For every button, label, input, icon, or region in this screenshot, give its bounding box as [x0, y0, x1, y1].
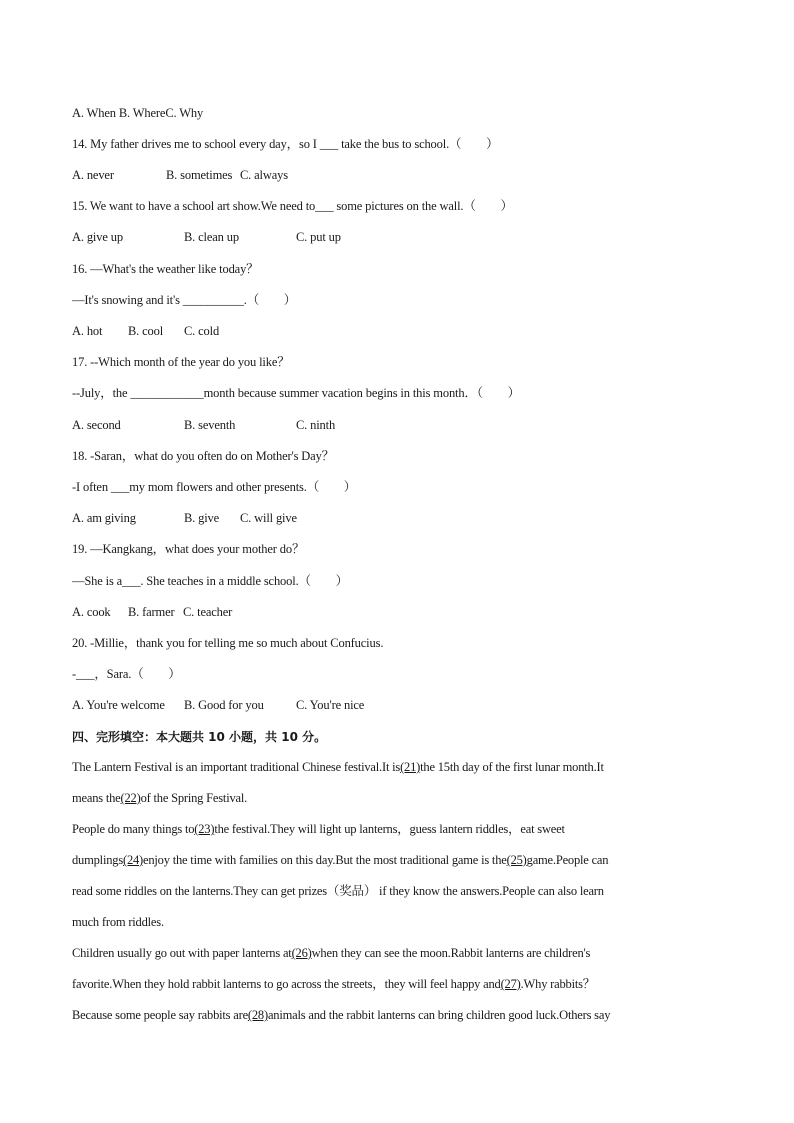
blank-26[interactable]: (26)	[291, 946, 312, 960]
q15-option-c[interactable]: C. put up	[296, 230, 341, 244]
q20-option-a[interactable]: A. You're welcome	[72, 698, 165, 712]
passage-line: read some riddles on the lanterns.They can get prizes（奖品） if they know the answers.People can also learn	[72, 884, 604, 898]
passage-line: The Lantern Festival is an important traditional Chinese festival.It is(21)the 15th day of the first lunar month.It	[72, 760, 604, 774]
q18-option-a[interactable]: A. am giving	[72, 511, 136, 525]
q19-option-c[interactable]: C. teacher	[183, 605, 233, 619]
blank-25[interactable]: (25)	[506, 853, 527, 867]
q19-option-a[interactable]: A. cook	[72, 605, 111, 619]
q15-option-b[interactable]: B. clean up	[184, 230, 239, 244]
passage-line: much from riddles.	[72, 915, 164, 929]
q13-option-c[interactable]: C. Why	[165, 106, 204, 120]
q17-option-b[interactable]: B. seventh	[184, 418, 236, 432]
q14-option-a[interactable]: A. never	[72, 168, 114, 182]
q20-options	[72, 697, 364, 713]
cloze-passage	[72, 752, 712, 1031]
q14-option-b[interactable]: B. sometimes	[166, 168, 233, 182]
q17-option-c[interactable]: C. ninth	[296, 418, 336, 432]
q20-stem: 20. -Millie，thank you for telling me so much about Confucius.	[72, 636, 384, 650]
q17-stem: 17. --Which month of the year do you like？	[72, 355, 290, 369]
passage-line: People do many things to(23)the festival.They will light up lanterns，guess lantern riddles，eat sweet	[72, 822, 565, 836]
blank-27[interactable]: (27)	[500, 977, 521, 991]
blank-24[interactable]: (24)	[122, 853, 144, 867]
q14-option-c[interactable]: C. always	[240, 168, 288, 182]
passage-line: Because some people say rabbits are(28)animals and the rabbit lanterns can bring children good luck.Others say	[72, 1008, 611, 1022]
q19-options	[72, 604, 232, 620]
q18-option-b[interactable]: B. give	[184, 511, 220, 525]
q19-option-b[interactable]: B. farmer	[128, 605, 175, 619]
q18-option-c[interactable]: C. will give	[240, 511, 297, 525]
q19-answer-line: —She is a___. She teaches in a middle school.（ ）	[72, 574, 348, 588]
q15-option-a[interactable]: A. give up	[72, 230, 123, 244]
blank-22[interactable]: (22)	[120, 791, 141, 805]
q20-option-b[interactable]: B. Good for you	[184, 698, 264, 712]
passage-line: favorite.When they hold rabbit lanterns to go across the streets，they will feel happy and(27).Why rabbits？	[72, 977, 596, 991]
q18-options	[72, 510, 297, 526]
q15-options	[72, 229, 341, 245]
q14-stem: 14. My father drives me to school every day，so I ___ take the bus to school.（ ）	[72, 137, 499, 151]
q17-answer-line: --July，the ____________month because summer vacation begins in this month．（ ）	[72, 386, 520, 400]
blank-23[interactable]: (23)	[194, 822, 215, 836]
q16-option-c[interactable]: C. cold	[184, 324, 220, 338]
q15-stem: 15. We want to have a school art show.We need to___ some pictures on the wall.（ ）	[72, 199, 513, 213]
q20-answer-line: -___，Sara.（ ）	[72, 667, 181, 681]
passage-line: dumplings(24)enjoy the time with families on this day.But the most traditional game is the(25)game.People can	[72, 853, 609, 867]
q17-options	[72, 417, 335, 433]
q13-option-a[interactable]: A. When	[72, 106, 116, 120]
q16-option-b[interactable]: B. cool	[128, 324, 164, 338]
q16-stem: 16. —What's the weather like today？	[72, 262, 259, 276]
q17-option-a[interactable]: A. second	[72, 418, 121, 432]
q18-stem: 18. -Saran，what do you often do on Mother's Day？	[72, 449, 335, 463]
section-heading-cloze: 四、完形填空：本大题共 10 小题，共 10 分。	[72, 730, 327, 744]
blank-28[interactable]: (28)	[247, 1008, 268, 1022]
q16-option-a[interactable]: A. hot	[72, 324, 103, 338]
q13-options	[72, 105, 203, 121]
q16-answer-line: —It's snowing and it's __________.（ ）	[72, 293, 297, 307]
blank-21[interactable]: (21)	[400, 760, 421, 774]
q20-option-c[interactable]: C. You're nice	[296, 698, 365, 712]
q18-answer-line: -I often ___my mom flowers and other presents.（ ）	[72, 480, 357, 494]
q19-stem: 19. —Kangkang，what does your mother do？	[72, 542, 305, 556]
q14-options	[72, 167, 288, 183]
passage-line: Children usually go out with paper lanterns at(26)when they can see the moon.Rabbit lanterns are children's	[72, 946, 591, 960]
q13-option-b[interactable]: B. Where	[118, 106, 166, 120]
q16-options	[72, 323, 219, 339]
passage-line: means the(22)of the Spring Festival.	[72, 791, 248, 805]
